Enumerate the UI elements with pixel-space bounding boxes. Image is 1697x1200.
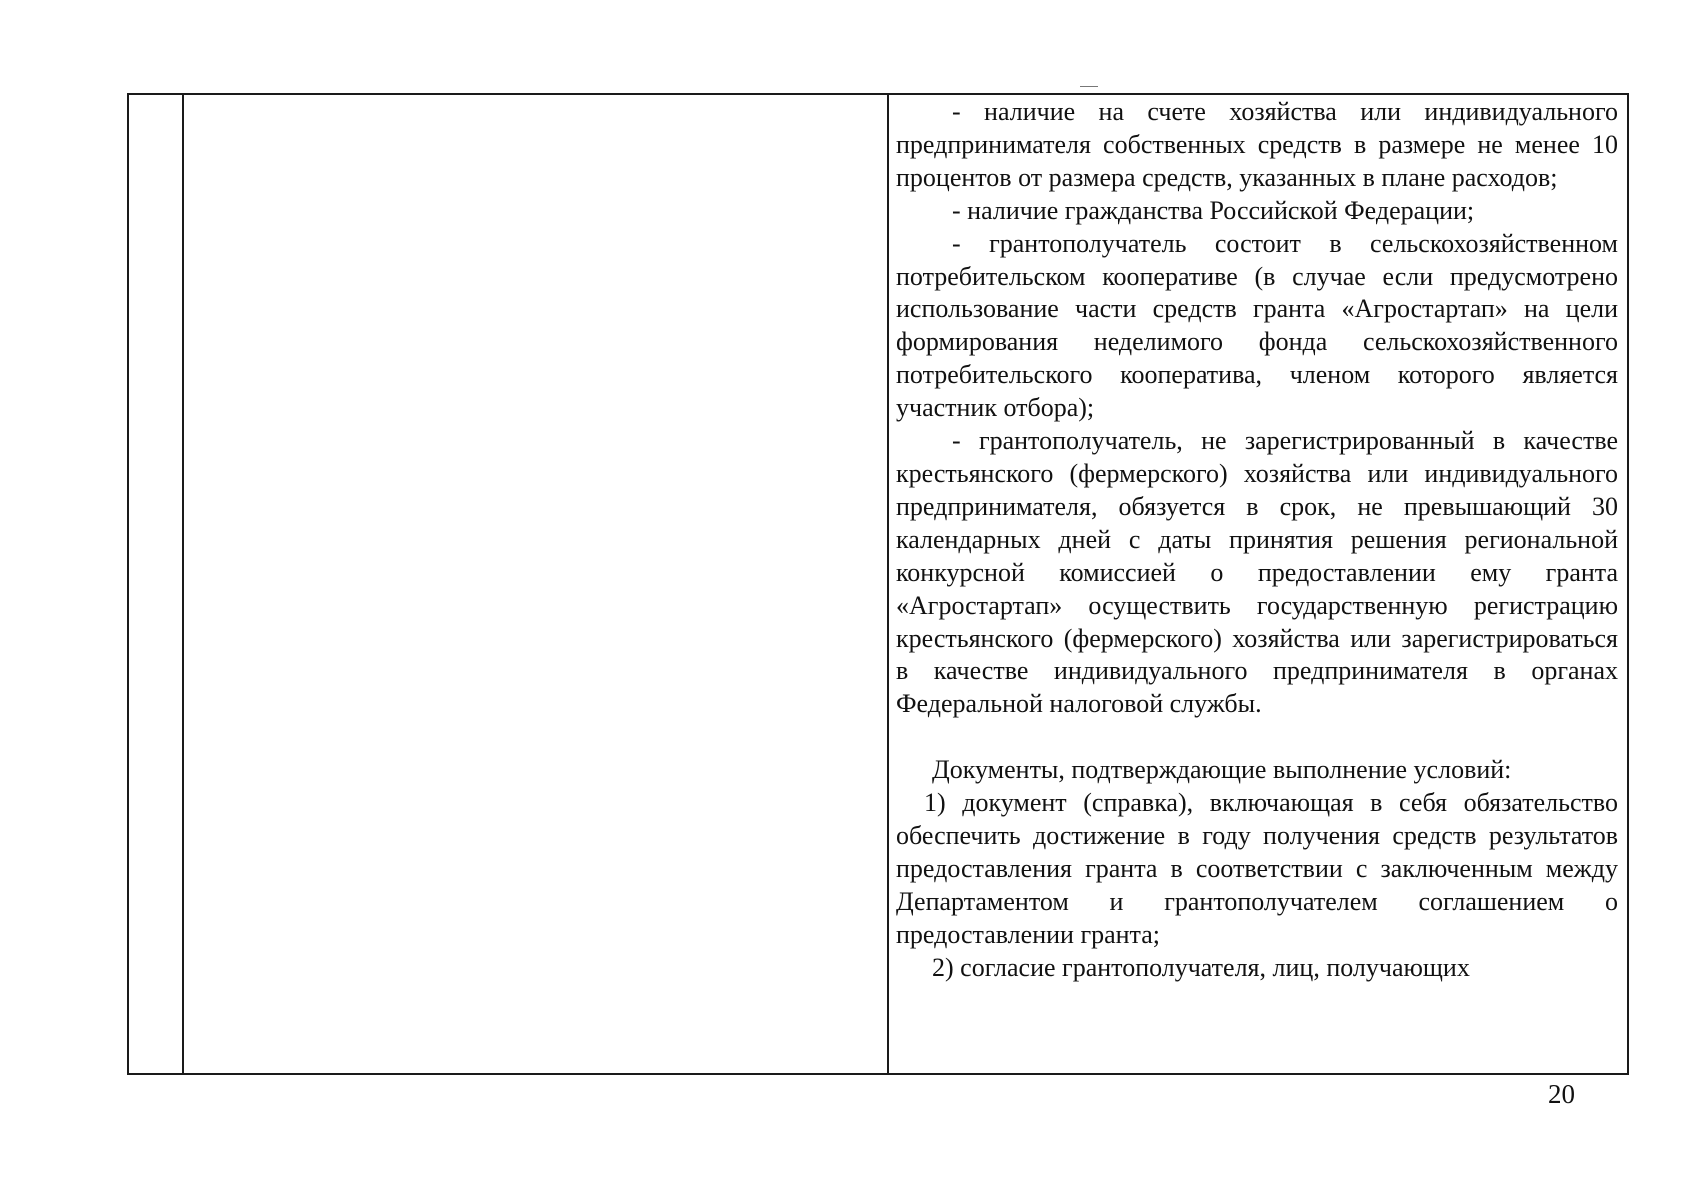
page-number: 20: [1548, 1079, 1575, 1109]
documents-heading: Документы, подтверждающие выполнение условий:: [932, 755, 1512, 785]
table-column-divider: [887, 95, 889, 1073]
document-item-2: 2) согласие грантополучателя, лиц, получающих: [932, 952, 1470, 982]
table-column-divider: [182, 95, 184, 1073]
condition-own-funds: - наличие на счете хозяйства или индивидуального предпринимателя собственных средств в размере не менее 10 процентов от размера средств, указанных в плане расходов;: [896, 97, 1618, 192]
conditions-cell: [896, 96, 1618, 984]
document-item-1: 1) документ (справка), включающая в себя обязательство обеспечить достижение в году получения средств результатов предоставления гранта в соответствии с заключенным между Департаментом и грантополучателем соглашением о предоставлении гранта;: [896, 788, 1618, 949]
scan-artifact-mark: [1080, 86, 1098, 87]
condition-cooperative-membership: - грантополучатель состоит в сельскохозяйственном потребительском кооперативе (в случае если предусмотрено использование части средств гранта «Агростартап» на цели формирования неделимого фонда сельскохозяйственного потребительского кооператива, членом которого является участник отбора);: [896, 228, 1618, 423]
condition-registration-obligation: - грантополучатель, не зарегистрированный в качестве крестьянского (фермерского) хозяйства или индивидуального предпринимателя, обязуется в срок, не превышающий 30 календарных дней с даты принятия решения региональной конкурсной комиссией о предоставлении ему гранта «Агростартап» осуществить государственную регистрацию крестьянского (фермерского) хозяйства или зарегистрироваться в качестве индивидуального предпринимателя в органах Федеральной налоговой службы.: [896, 426, 1618, 719]
requirements-table: [127, 93, 1629, 1075]
condition-citizenship: - наличие гражданства Российской Федерации;: [952, 195, 1475, 225]
